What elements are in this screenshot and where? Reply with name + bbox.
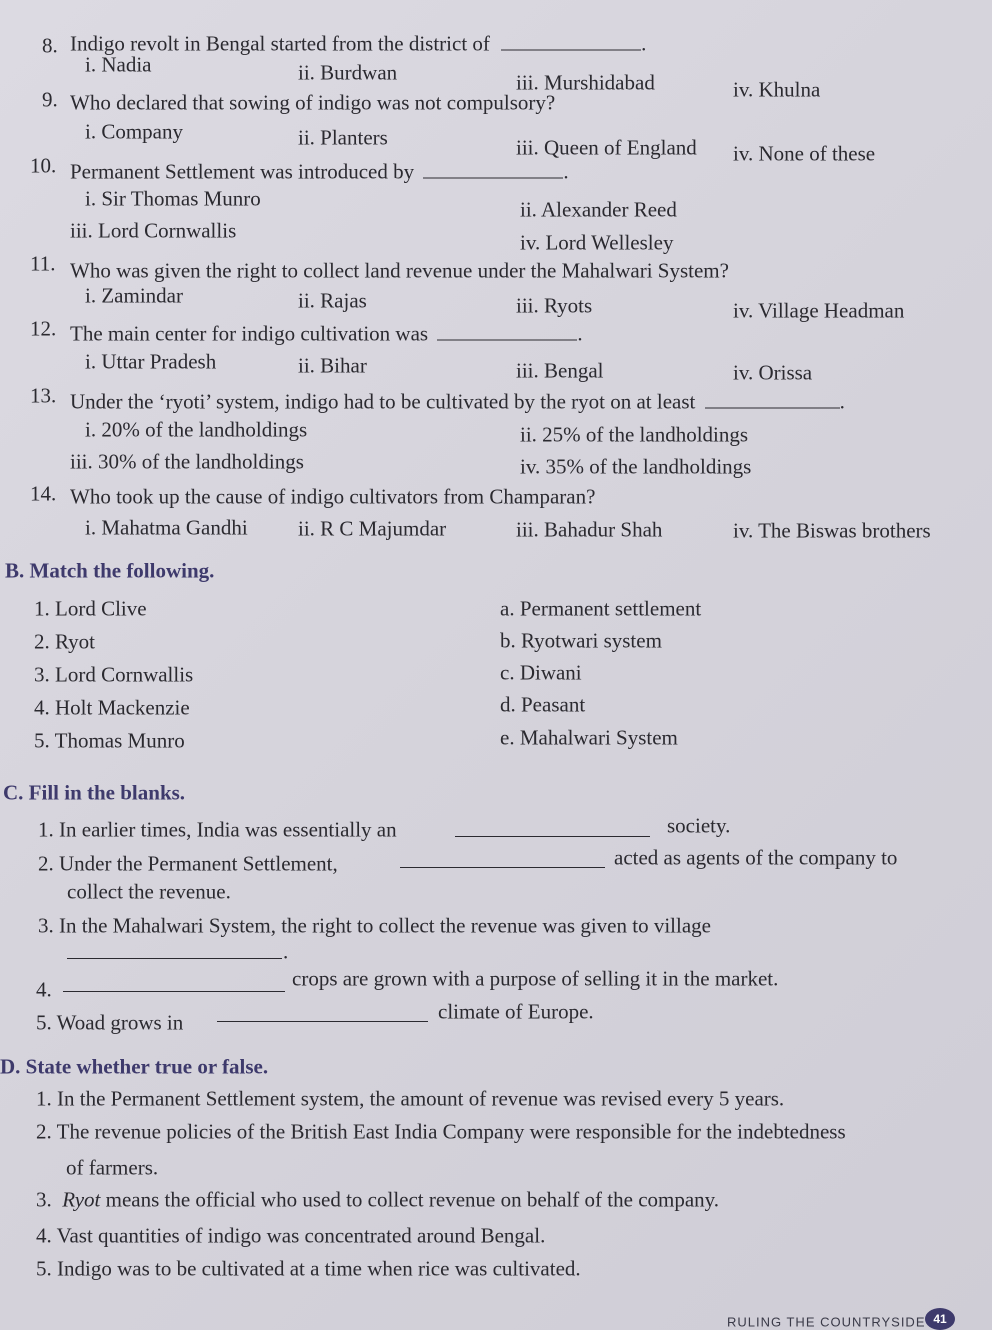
option: ii. Planters <box>298 125 388 150</box>
option: ii. Rajas <box>298 288 367 313</box>
period: . <box>839 389 845 414</box>
statement: 4. Vast quantities of indigo was concentrated around Bengal. <box>36 1223 546 1248</box>
answer-blank <box>455 835 650 837</box>
fill-item-text: 1. In earlier times, India was essentially an <box>38 817 397 842</box>
period: . <box>283 939 289 964</box>
question-text: Who took up the cause of indigo cultivators from Champaran? <box>70 484 596 509</box>
option: i. 20% of the landholdings <box>85 417 308 442</box>
statement-continued: of farmers. <box>66 1155 159 1180</box>
option: ii. R C Majumdar <box>298 516 447 541</box>
match-left-item: 3. Lord Cornwallis <box>34 662 194 687</box>
option: iii. Bengal <box>516 358 604 383</box>
section-heading: D. State whether true or false. <box>0 1054 269 1079</box>
section-heading: C. Fill in the blanks. <box>3 780 186 805</box>
option: i. Sir Thomas Munro <box>85 186 261 211</box>
statement: 1. In the Permanent Settlement system, the amount of revenue was revised every 5 years. <box>36 1086 785 1111</box>
page-number: 41 <box>925 1308 955 1330</box>
option: iv. Orissa <box>733 360 813 385</box>
statement: 5. Indigo was to be cultivated at a time when rice was cultivated. <box>36 1256 581 1281</box>
option: i. Mahatma Gandhi <box>85 515 248 540</box>
statement-number: 3. <box>36 1187 52 1212</box>
option: i. Company <box>85 119 183 144</box>
statement: 2. The revenue policies of the British East India Company were responsible for the indebtedness <box>36 1119 846 1144</box>
fill-item-text: 4. <box>36 977 52 1002</box>
option: iii. Ryots <box>516 293 593 318</box>
question-number: 13. <box>30 383 57 408</box>
answer-blank <box>67 957 282 959</box>
match-right-item: e. Mahalwari System <box>500 725 678 750</box>
match-right-item: c. Diwani <box>500 660 582 685</box>
question-text: Who was given the right to collect land revenue under the Mahalwari System? <box>70 258 729 283</box>
question-number: 14. <box>30 481 57 506</box>
match-right-item: a. Permanent settlement <box>500 596 702 621</box>
option: iii. Lord Cornwallis <box>70 218 237 243</box>
match-right-item: d. Peasant <box>500 692 586 717</box>
question-text-content: The main center for indigo cultivation was <box>70 321 429 346</box>
match-left-item: 4. Holt Mackenzie <box>34 695 190 720</box>
question-text: Who declared that sowing of indigo was not compulsory? <box>70 90 556 115</box>
question-text <box>70 389 845 414</box>
question-text-content: Permanent Settlement was introduced by <box>70 159 415 184</box>
fill-item-text: 3. In the Mahalwari System, the right to collect the revenue was given to village <box>38 913 711 938</box>
question-number: 10. <box>30 153 57 178</box>
fill-item-text: 5. Woad grows in <box>36 1010 184 1035</box>
question-text-content: Indigo revolt in Bengal started from the district of <box>70 31 490 56</box>
option: iii. Queen of England <box>516 135 697 160</box>
statement <box>36 1187 720 1212</box>
answer-blank <box>705 407 840 409</box>
answer-blank <box>217 1020 428 1022</box>
fill-item-text: crops are grown with a purpose of selling it in the market. <box>292 966 779 991</box>
option: iv. Village Headman <box>733 298 905 323</box>
option: ii. Burdwan <box>298 60 398 85</box>
match-left-item: 1. Lord Clive <box>34 596 147 621</box>
match-right-item: b. Ryotwari system <box>500 628 662 653</box>
option: i. Zamindar <box>85 283 183 308</box>
question-text <box>70 321 583 346</box>
fill-item-text: collect the revenue. <box>67 879 231 904</box>
option: iii. Murshidabad <box>516 70 655 95</box>
answer-blank <box>423 177 563 179</box>
option: i. Nadia <box>85 52 152 77</box>
fill-item-text: climate of Europe. <box>438 999 594 1024</box>
question-text <box>70 31 647 56</box>
option: i. Uttar Pradesh <box>85 349 217 374</box>
match-left-item: 2. Ryot <box>34 629 96 654</box>
statement-text: means the official who used to collect revenue on behalf of the company. <box>105 1187 720 1212</box>
section-heading: B. Match the following. <box>5 558 215 583</box>
answer-blank <box>63 990 285 992</box>
option: ii. 25% of the landholdings <box>520 422 749 447</box>
option: ii. Bihar <box>298 353 367 378</box>
answer-blank <box>400 866 605 868</box>
option: iii. 30% of the landholdings <box>70 449 304 474</box>
option: iv. None of these <box>733 141 876 166</box>
answer-blank <box>437 339 577 341</box>
period: . <box>577 321 583 346</box>
option: iv. The Biswas brothers <box>733 518 931 543</box>
question-number: 9. <box>42 87 58 112</box>
chapter-title: RULING THE COUNTRYSIDE <box>727 1314 926 1330</box>
question-number: 11. <box>30 251 56 276</box>
fill-item-text: society. <box>667 813 731 838</box>
question-text <box>70 159 569 184</box>
option: iv. Khulna <box>733 77 821 102</box>
option: iii. Bahadur Shah <box>516 517 663 542</box>
option: ii. Alexander Reed <box>520 197 677 222</box>
italic-term: Ryot <box>62 1187 101 1212</box>
fill-item-text: acted as agents of the company to <box>614 845 898 870</box>
answer-blank <box>501 49 641 51</box>
option: iv. 35% of the landholdings <box>520 454 752 479</box>
period: . <box>563 159 569 184</box>
question-text-content: Under the ‘ryoti’ system, indigo had to be cultivated by the ryot on at least <box>70 389 696 414</box>
fill-item-text: 2. Under the Permanent Settlement, <box>38 851 338 876</box>
question-number: 12. <box>30 316 57 341</box>
option: iv. Lord Wellesley <box>520 230 674 255</box>
question-number: 8. <box>42 33 58 58</box>
match-left-item: 5. Thomas Munro <box>34 728 185 753</box>
period: . <box>641 31 647 56</box>
